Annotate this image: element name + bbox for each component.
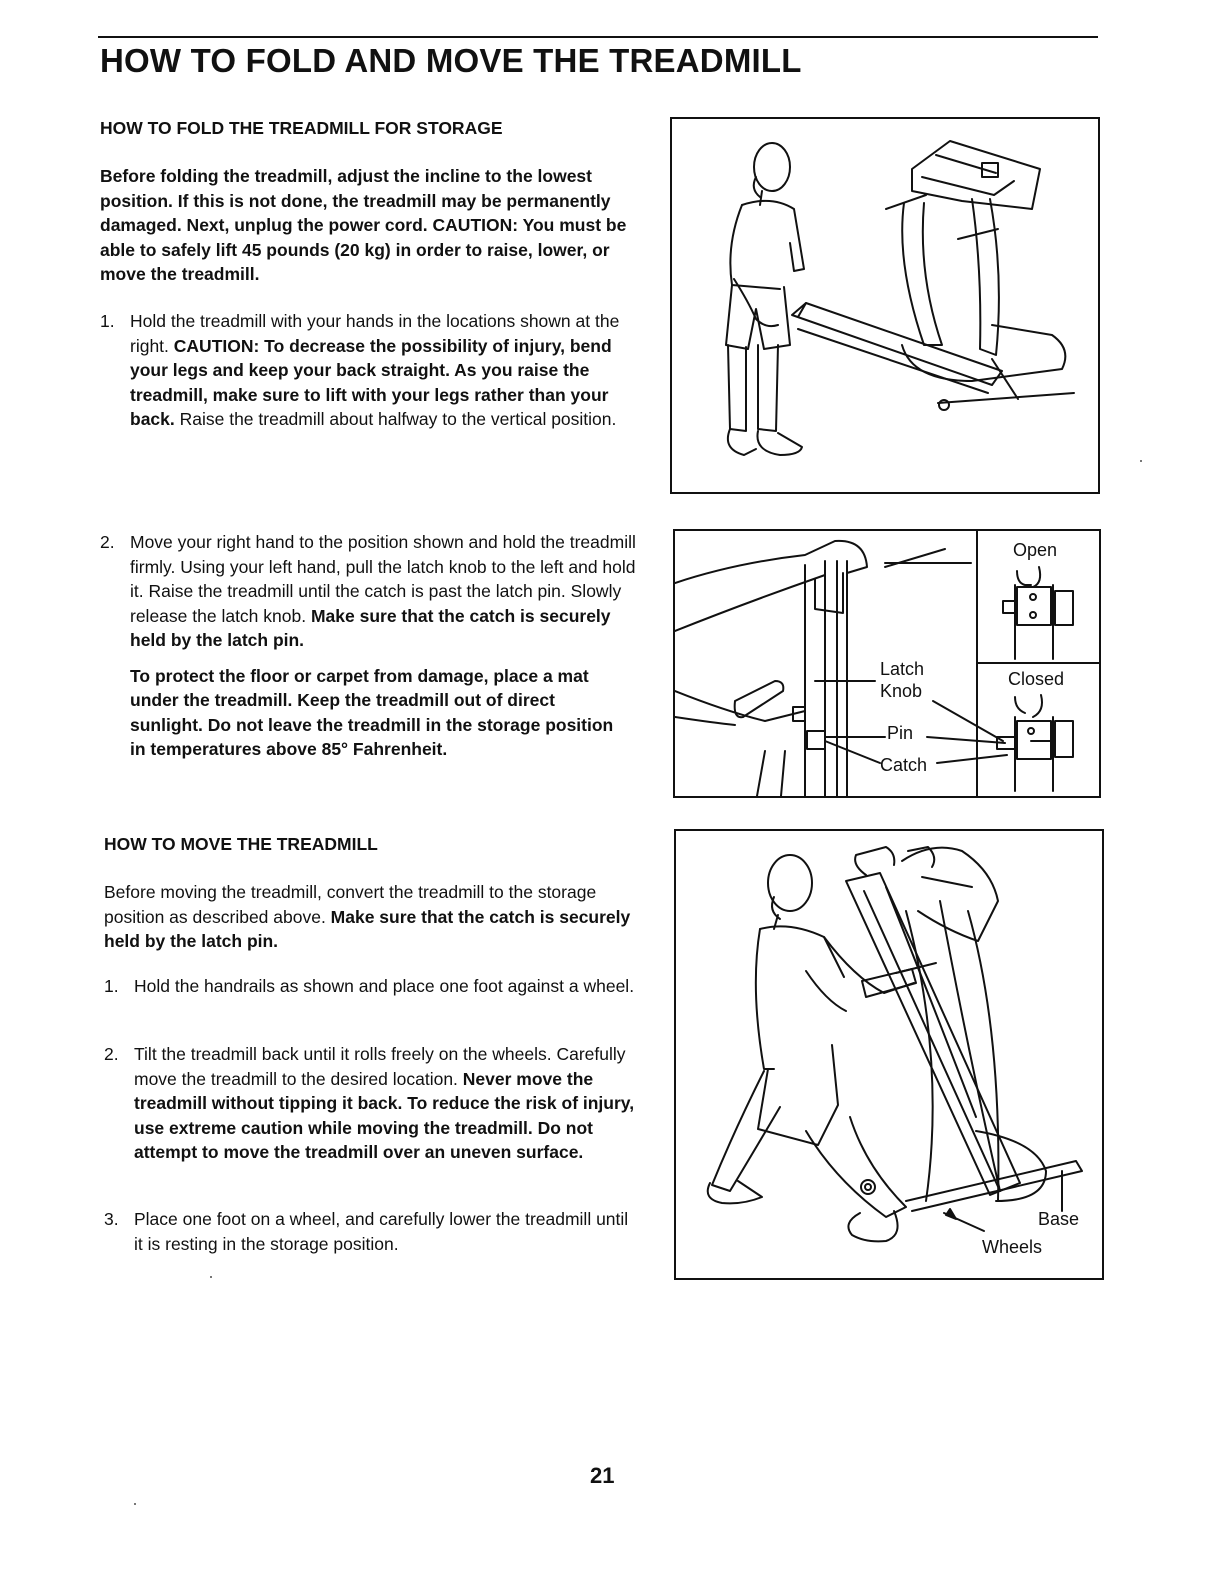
step-text: Place one foot on a wheel, and carefully lower the treadmill until it is resting in the storage position. [134,1209,629,1254]
step-text: Move your right hand to the position shown and hold the treadmill firmly. Using your left hand, pull the latch knob to the left and hold it. Raise the treadmill until the catch is past the latch pin. Slowly release the latch knob. [130,532,636,626]
pin-label: Pin [887,723,914,743]
storage-note: To protect the floor or carpet from damage, place a mat under the treadmill. Keep the treadmill out of direct sunlight. Do not leave the treadmill in the storage position in temperatures above 85° Fahrenheit. [130,665,614,759]
scan-speck [1140,460,1142,462]
figure-latch-detail [673,529,1101,798]
step-caution: CAUTION: To decrease the possibility of injury, bend your legs and keep your back straight. As you raise the treadmill, make sure to lift with your legs rather than your back. [130,335,612,429]
catch-label: Catch [880,755,928,775]
move-step-3 [104,1207,639,1256]
knob-label: Knob [880,681,923,701]
figure-move-treadmill [674,829,1104,1280]
base-label: Base [1038,1209,1080,1229]
figure-lift-treadmill [670,117,1100,494]
scan-speck [210,1276,212,1278]
fold-heading: HOW TO FOLD THE TREADMILL FOR STORAGE [100,118,503,138]
step-warning: Make sure that the catch is securely held by the latch pin. [130,605,611,650]
page-title: HOW TO FOLD AND MOVE THE TREADMILL [100,42,802,79]
step-warning: Never move the treadmill without tipping it back. To reduce the risk of injury, use extreme caution while moving the treadmill. Do not attempt to move the treadmill over an uneven surface. [134,1068,635,1162]
step-text: Hold the treadmill with your hands in the locations shown at the right. [130,311,620,356]
step-text: Tilt the treadmill back until it rolls freely on the wheels. Carefully move the treadmill to the desired location. [134,1044,626,1089]
step-text: Hold the handrails as shown and place one foot against a wheel. [134,976,635,996]
fold-step-2 [100,530,640,762]
step-text: Raise the treadmill about halfway to the vertical position. [174,409,617,429]
closed-label: Closed [1008,669,1065,689]
scan-speck [134,1503,136,1505]
step-number: 1. [100,311,115,331]
fold-intro: Before folding the treadmill, adjust the incline to the lowest position. If this is not done, the treadmill may be permanently damaged. Next, unplug the power cord. CAUTION: You must be able to safely lift 45 pounds (20 kg) in order to raise, lower, or move the treadmill. [100,166,627,284]
page-number: 21 [590,1463,615,1488]
step-number: 2. [104,1044,119,1064]
move-heading: HOW TO MOVE THE TREADMILL [104,834,378,854]
move-step-1 [104,974,639,999]
fold-step-1 [100,309,640,432]
move-intro-text: Before moving the treadmill, convert the treadmill to the storage position as described above. [104,882,597,927]
open-label: Open [1013,540,1058,560]
move-intro [104,880,639,954]
wheels-label: Wheels [982,1237,1043,1257]
lift-illustration [672,119,1098,492]
step-number: 3. [104,1209,119,1229]
step-number: 1. [104,976,119,996]
move-intro-warning: Make sure that the catch is securely held by the latch pin. [104,906,631,951]
header-rule [98,36,1098,38]
step-number: 2. [100,532,115,552]
latch-label: Latch [880,659,925,679]
move-step-2 [104,1042,639,1165]
